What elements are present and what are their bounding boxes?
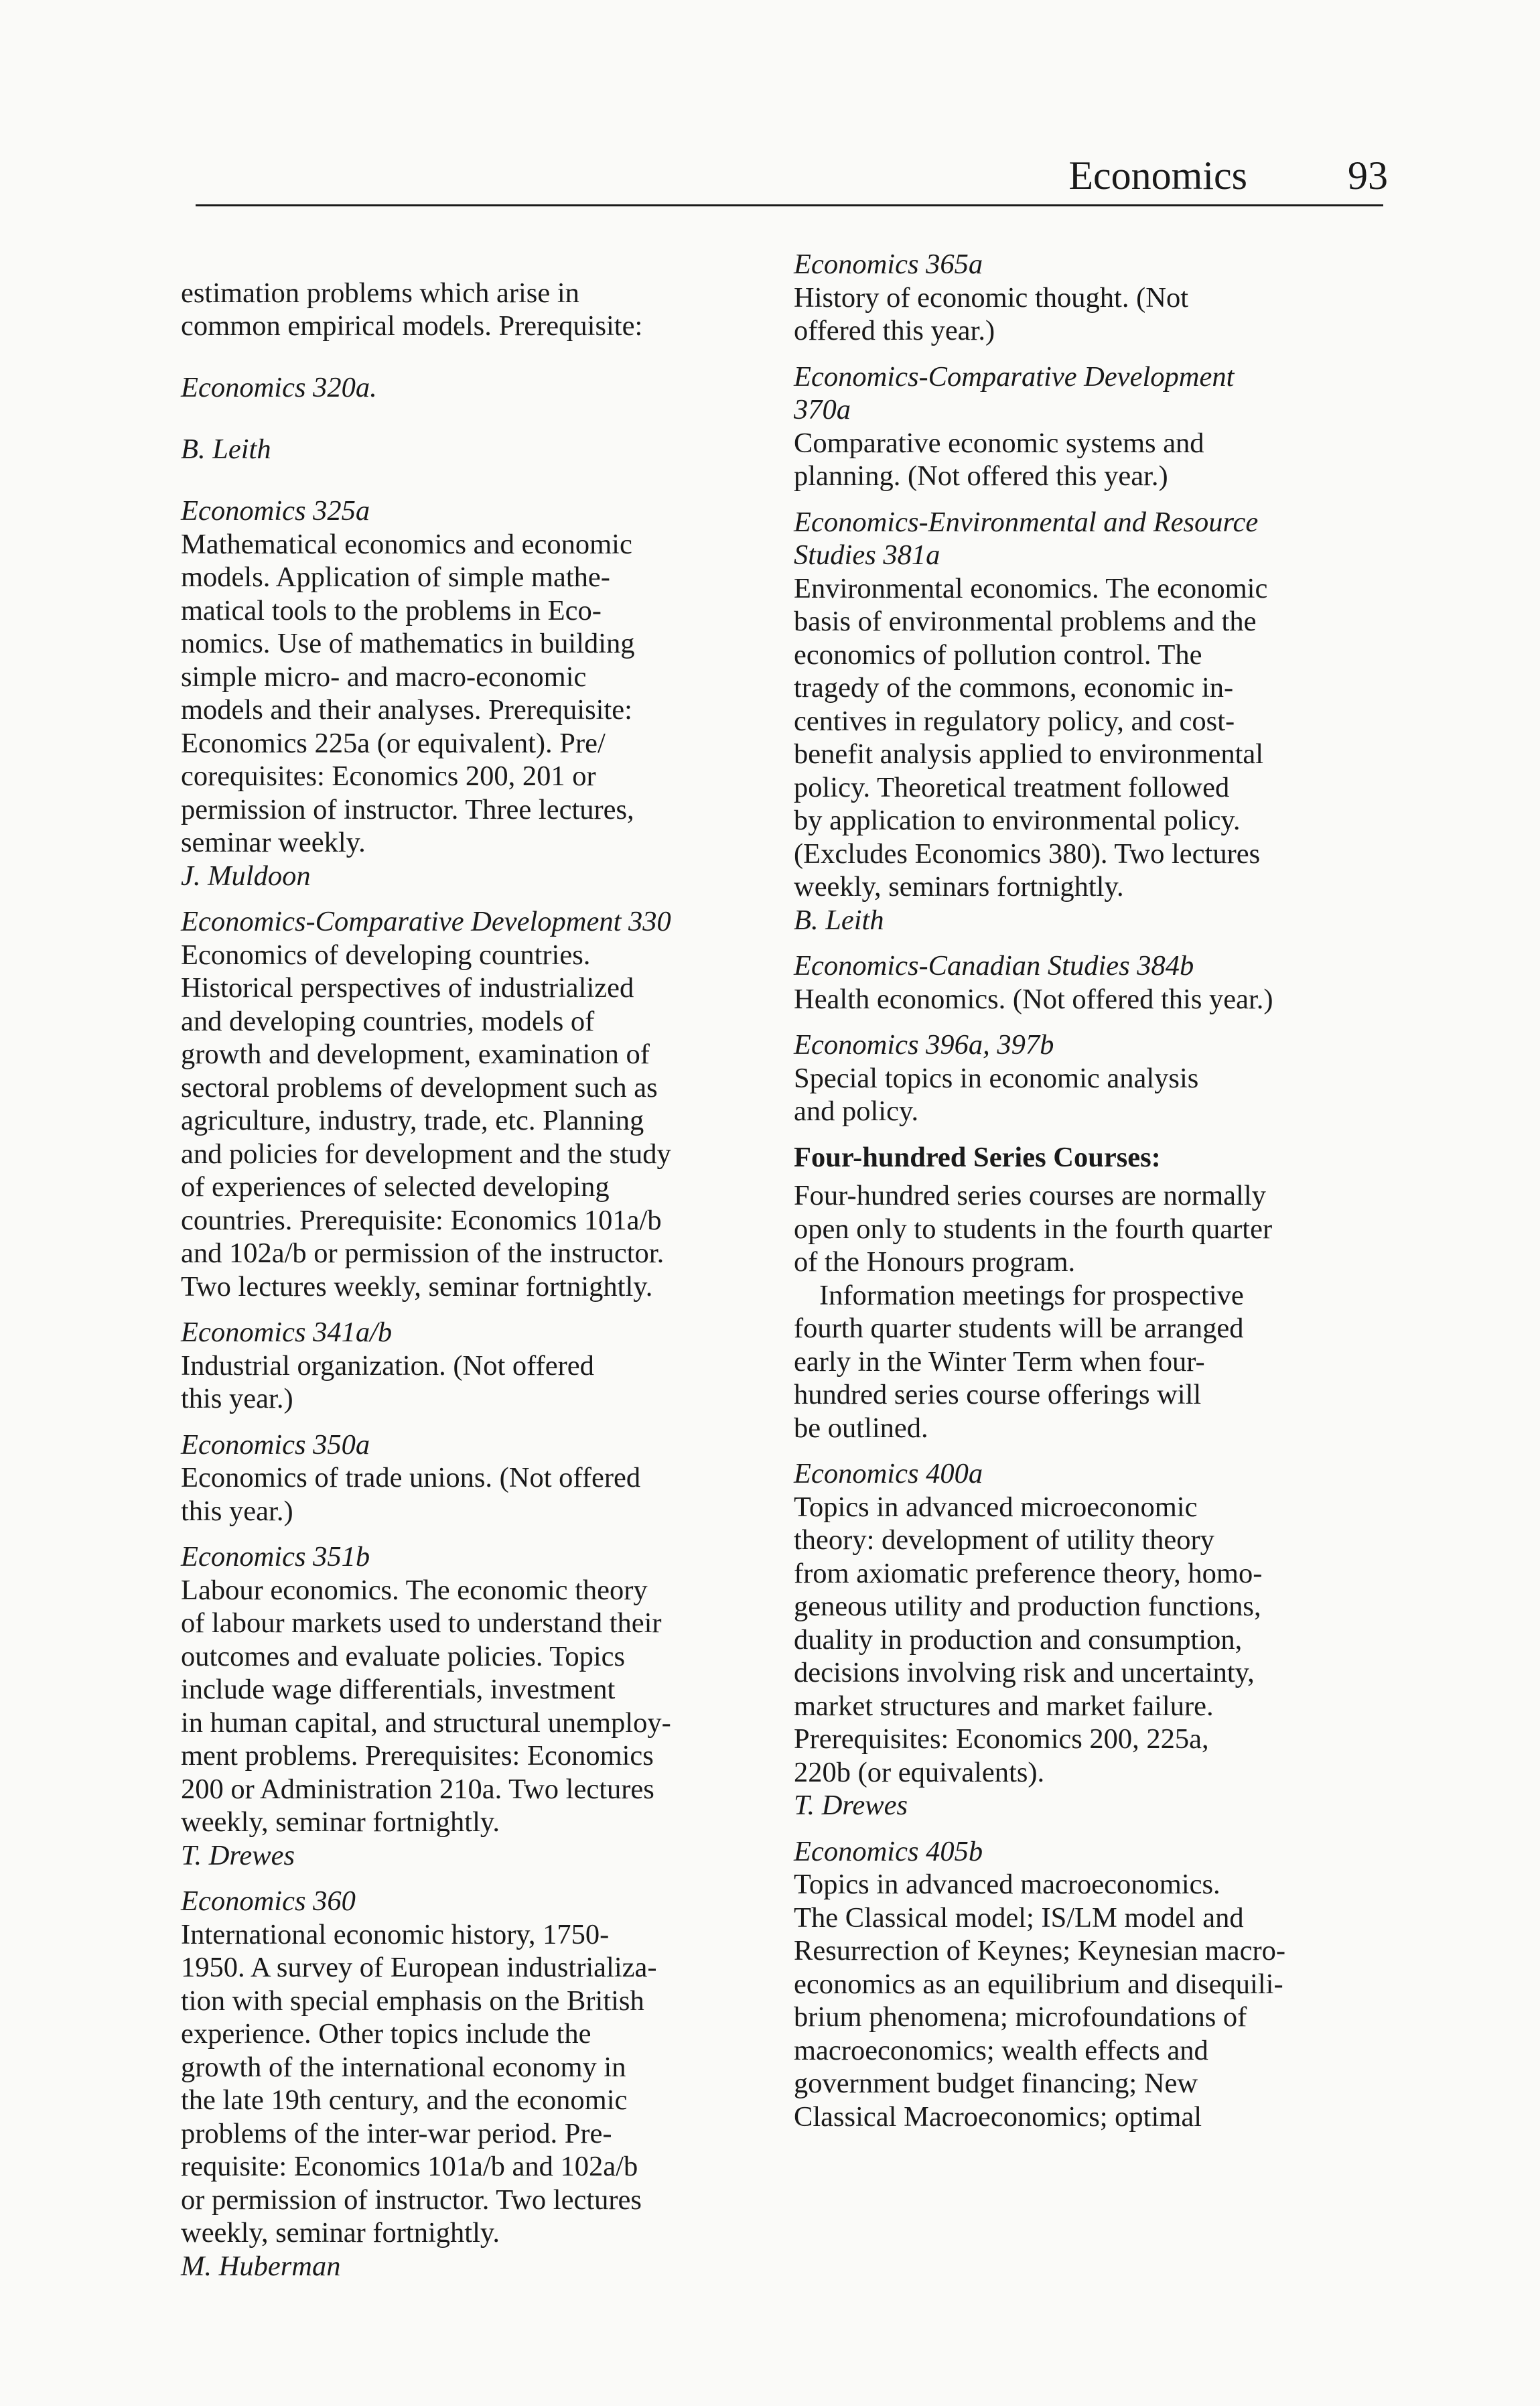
course-description: Topics in advanced microeconomic theory: development of utility theory from axiomatic preference theory, homo- geneous utility and production functions, duality in production and consumption, decisions involving risk and uncertainty, market structures and market failure. Prerequisites: Economics 200, 225a, 220b (or equivalents). (794, 1491, 1263, 1788)
course-description: Labour economics. The economic theory of labour markets used to understand their outcomes and evaluate policies. Topics include wage differentials, investment in human capital, and structural unemploy- ment problems. Prerequisites: Economics 200 or Administration 210a. Two lectures weekly, seminar fortnightly. (181, 1574, 671, 1838)
course-entry-384b (794, 949, 1363, 1016)
course-instructor: T. Drewes (794, 1790, 908, 1821)
course-entry-400a (794, 1457, 1363, 1822)
course-description: Topics in advanced macroeconomics. The Classical model; IS/LM model and Resurrection of Keynes; Keynesian macro- economics as an equilibrium and disequili- brium phenomena; microfoundations of macroeconomics; wealth effects and government budget financing; New Classical Macroeconomics; optimal (794, 1869, 1286, 2133)
course-entry-360 (181, 1885, 750, 2283)
course-entry-351b (181, 1540, 750, 1872)
course-description: Environmental economics. The economic basis of environmental problems and the economics of pollution control. The tragedy of the commons, economic in- centives in regulatory policy, and cost- benefit analysis applied to environmental policy. Theoretical treatment followed by application to environmental policy. (Excludes Economics 380). Two lectures weekly, seminars fortnightly. (794, 572, 1268, 903)
course-description: Economics of trade unions. (Not offered this year.) (181, 1462, 641, 1527)
continued-course-prerequisite: Economics 320a. (181, 372, 377, 403)
section-title: Economics (1068, 153, 1247, 198)
course-instructor: J. Muldoon (181, 860, 311, 892)
course-title: Economics 350a (181, 1428, 370, 1461)
course-description: Mathematical economics and economic models. Application of simple mathe- matical tools to the problems in Eco- nomics. Use of mathematics in building simple micro- and macro-economic models and their analyses. Prerequisite: Economics 225a (or equivalent). Pre/ corequisites: Economics 200, 201 or permission of instructor. Three lectures, seminar weekly. (181, 528, 635, 858)
course-entry-330 (181, 905, 750, 1303)
course-description: Economics of developing countries. Historical perspectives of industrialized and developing countries, models of growth and development, examination of sectoral problems of development such as agriculture, industry, trade, etc. Planning and policies for development and the study of experiences of selected developing countries. Prerequisite: Economics 101a/b and 102a/b or permission of the instructor. Two lectures weekly, seminar fortnightly. (181, 939, 671, 1302)
left-column (181, 248, 750, 2295)
continued-course-entry (181, 277, 750, 466)
course-title: Economics 351b (181, 1541, 370, 1573)
course-entry-405b (794, 1835, 1363, 2134)
course-title: Economics 396a, 397b (794, 1029, 1054, 1061)
course-instructor: T. Drewes (181, 1839, 295, 1871)
course-instructor: M. Huberman (181, 2250, 341, 2282)
running-header (1005, 149, 1388, 202)
course-title: Economics 360 (181, 1885, 356, 1917)
course-description: Industrial organization. (Not offered this year.) (181, 1349, 594, 1414)
intro-paragraph: Four-hundred series courses are normally open only to students in the fourth quarter of the Honours program. (794, 1180, 1273, 1278)
continued-course-instructor: B. Leith (181, 433, 271, 465)
intro-paragraph: Information meetings for prospective fourth quarter students will be arranged early in the Winter Term when four- hundred series course offerings will be outlined. (794, 1279, 1244, 1444)
course-title: Economics 405b (794, 1835, 983, 1867)
course-description: Special topics in economic analysis and policy. (794, 1062, 1199, 1127)
course-title: Economics 400a (794, 1458, 983, 1489)
course-description: History of economic thought. (Not offered this year.) (794, 281, 1189, 346)
course-instructor: B. Leith (794, 904, 884, 936)
course-title: Economics 365a (794, 249, 983, 280)
course-entry-370a (794, 360, 1363, 493)
page-number: 93 (1348, 153, 1388, 198)
section-subheading: Four-hundred Series Courses: (794, 1141, 1161, 1173)
course-description: Health economics. (Not offered this year.) (794, 983, 1273, 1015)
course-title: Economics-Comparative Development 330 (181, 906, 671, 937)
course-title: Economics-Comparative Development 370a (794, 360, 1235, 425)
course-description: Comparative economic systems and planning. (Not offered this year.) (794, 427, 1204, 492)
course-entry-325a (181, 494, 750, 892)
course-entry-341ab (181, 1316, 750, 1416)
course-title: Economics 325a (181, 495, 370, 527)
course-title: Economics 341a/b (181, 1317, 393, 1348)
header-rule (196, 204, 1383, 206)
course-entry-396a-397b (794, 1028, 1363, 1128)
course-description: International economic history, 1750- 1950. A survey of European industrializa- tion with special emphasis on the British experience. Other topics include the growth of the international economy in the late 19th century, and the economic problems of the inter-war period. Pre- requisite: Economics 101a/b and 102a/b or permission of instructor. Two lectures weekly, seminar fortnightly. (181, 1918, 657, 2249)
continued-course-description: estimation problems which arise in common empirical models. Prerequisite: (181, 277, 643, 342)
course-title: Economics-Canadian Studies 384b (794, 950, 1194, 982)
course-entry-365a (794, 248, 1363, 348)
course-title: Economics-Environmental and Resource Studies 381a (794, 506, 1259, 571)
course-entry-350a (181, 1428, 750, 1528)
course-entry-381a (794, 506, 1363, 937)
right-column (794, 248, 1363, 2146)
